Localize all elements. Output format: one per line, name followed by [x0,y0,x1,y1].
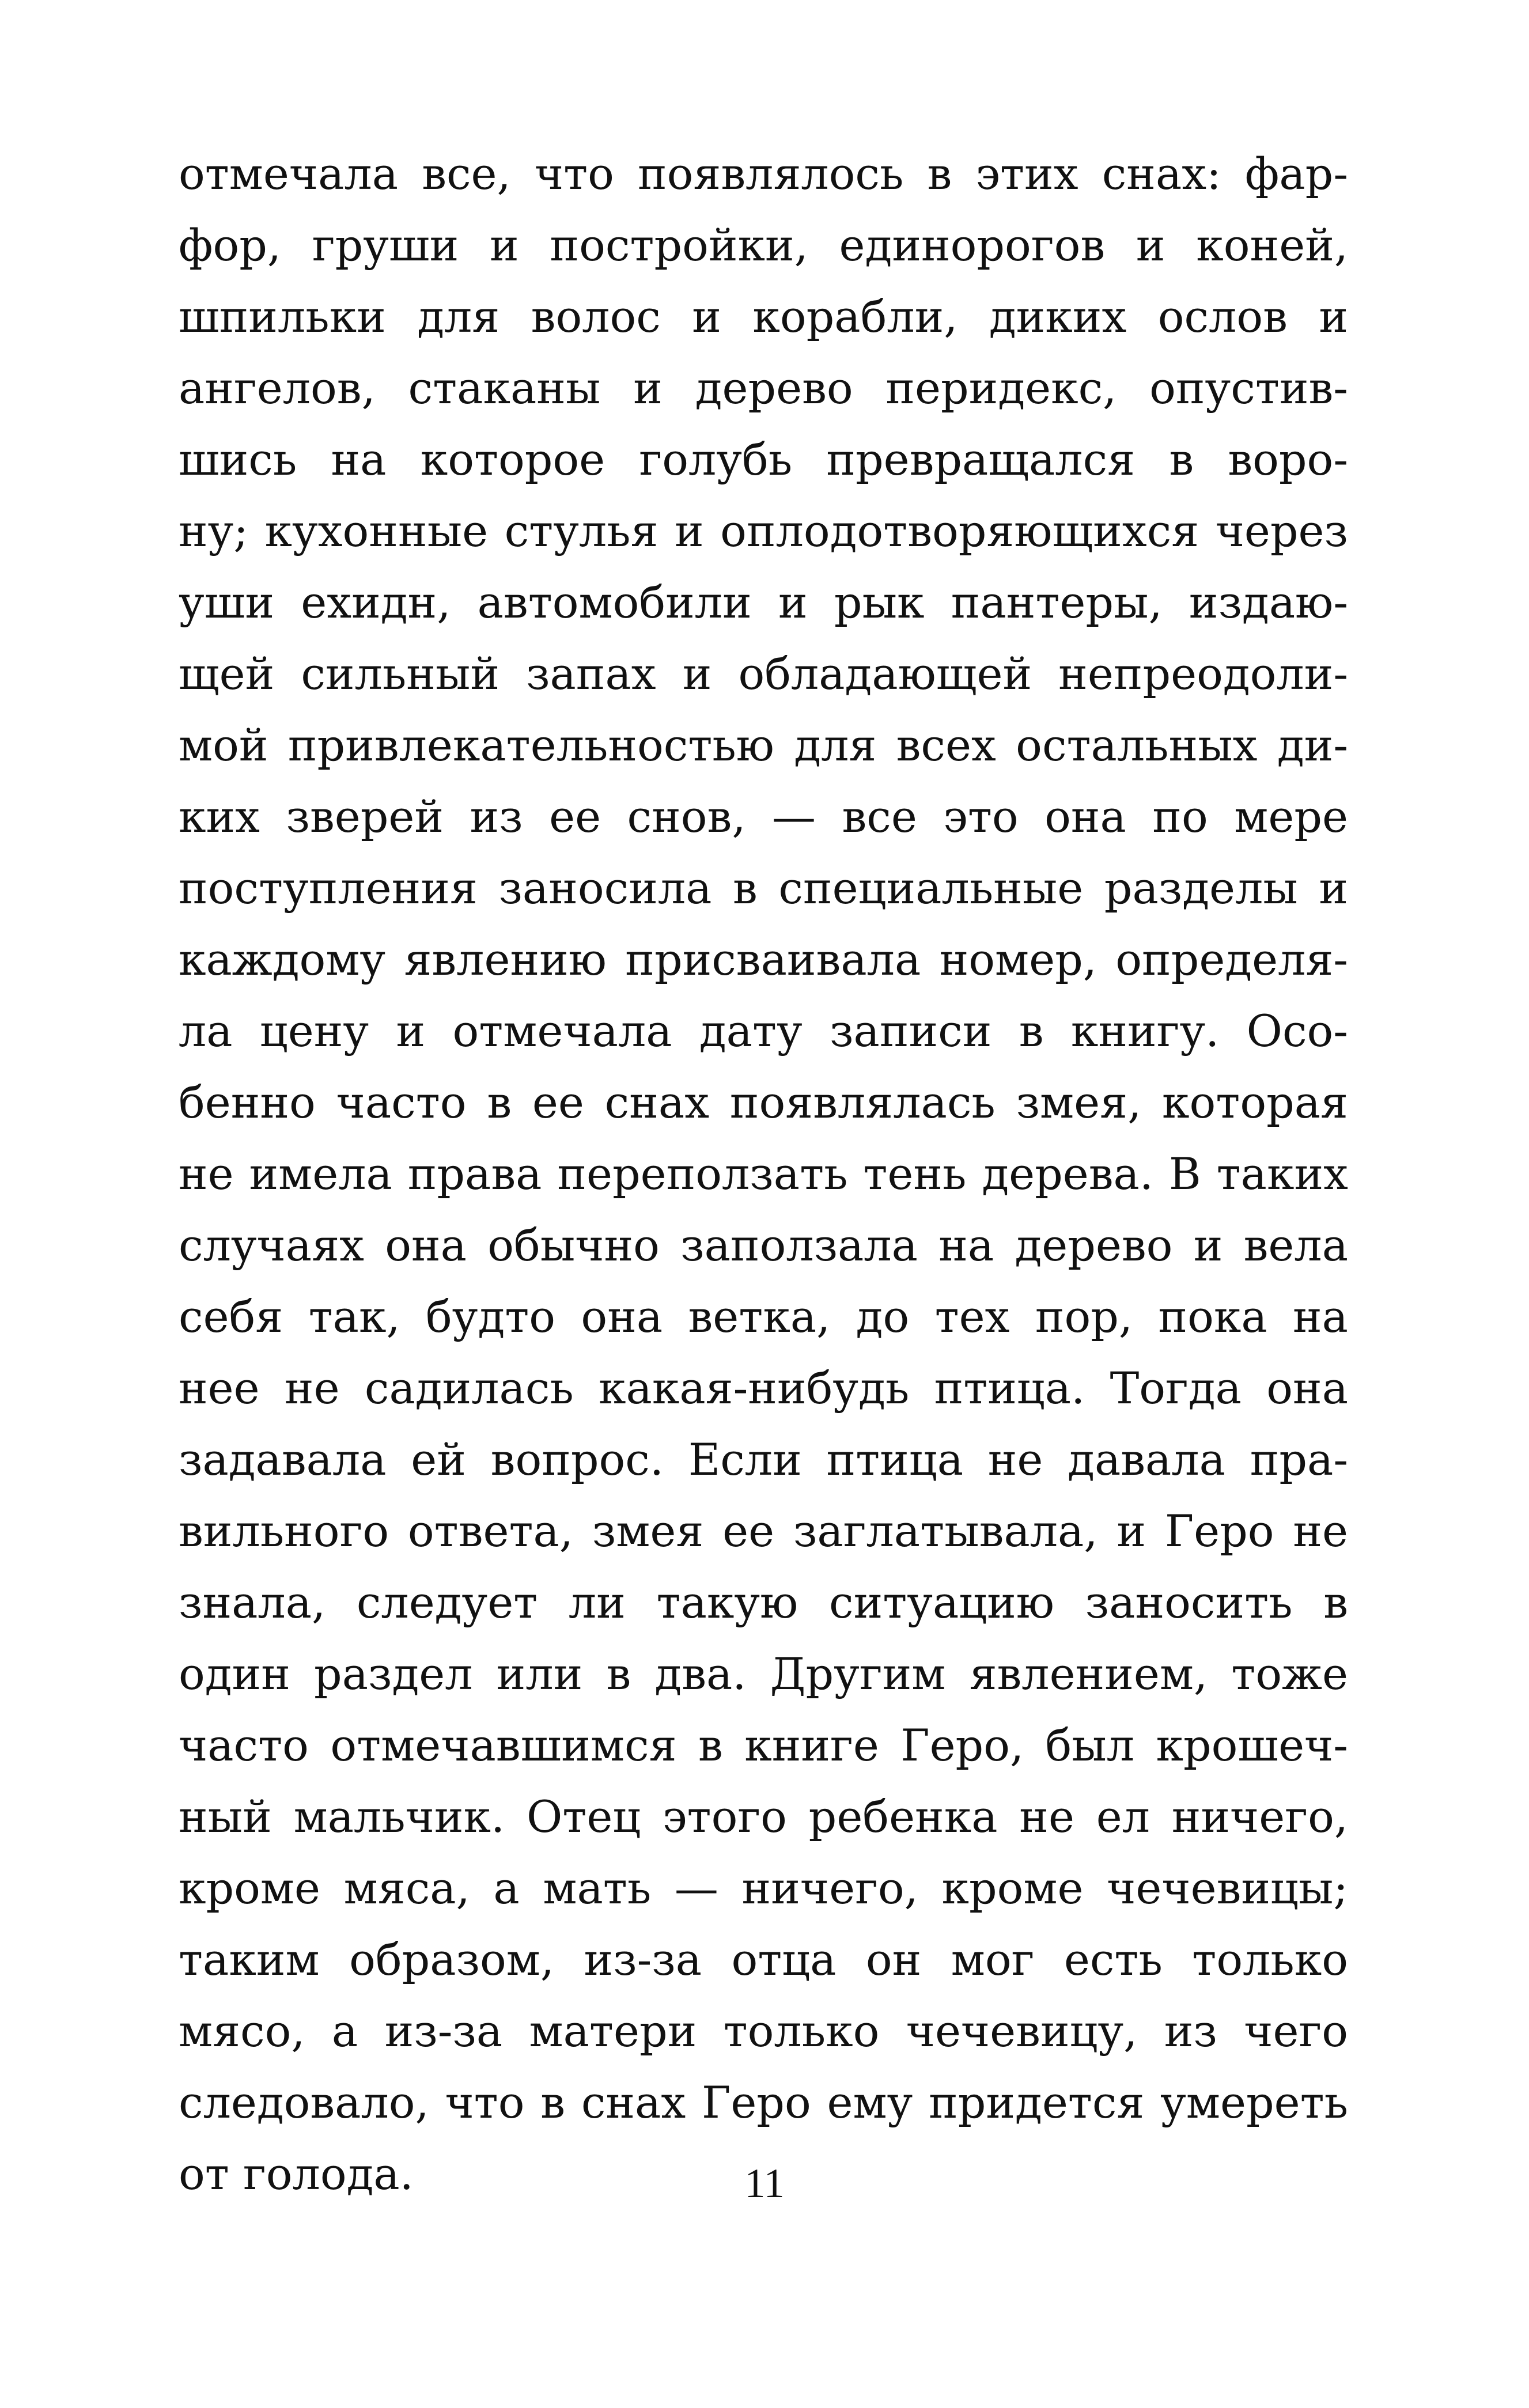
text-line: щей сильный запах и обладающей непреодоли- [179,648,1348,699]
text-line: ный мальчик. Отец этого ребенка не ел ничего, [179,1791,1348,1842]
text-line: не имела права переползать тень дерева. В таких [179,1148,1348,1199]
text-line: себя так, будто она ветка, до тех пор, пока на [179,1291,1348,1342]
text-line: задавала ей вопрос. Если птица не давала пра- [179,1434,1348,1485]
body-text [179,138,1348,2210]
text-line: кроме мяса, а мать — ничего, кроме чечевицы; [179,1862,1348,1914]
text-line: мясо, а из-за матери только чечевицу, из чего [179,2005,1348,2057]
text-line: ла цену и отмечала дату записи в книгу. Осо- [179,1005,1348,1057]
text-line: нее не садилась какая-нибудь птица. Тогда она [179,1362,1348,1414]
text-line: от голода. [179,2148,414,2199]
text-line: случаях она обычно заползала на дерево и вела [179,1220,1348,1271]
text-line: знала, следует ли такую ситуацию заносить в [179,1577,1348,1628]
text-line: бенно часто в ее снах появлялась змея, которая [179,1077,1348,1128]
text-line: вильного ответа, змея ее заглатывала, и Геро не [179,1505,1348,1557]
text-line: шись на которое голубь превращался в воро- [179,434,1348,485]
text-line: уши ехидн, автомобили и рык пантеры, издаю- [179,577,1348,628]
text-line: поступления заносила в специальные разделы и [179,862,1348,914]
text-line: ну; кухонные стулья и оплодотворяющихся через [179,505,1348,556]
text-line: каждому явлению присваивала номер, определя- [179,934,1348,985]
text-line: ких зверей из ее снов, — все это она по мере [179,791,1348,842]
text-line: фор, груши и постройки, единорогов и коней, [179,219,1348,271]
text-line: мой привлекательностью для всех остальных ди- [179,720,1348,771]
page-number: 11 [744,2160,785,2206]
text-line: часто отмечавшимся в книге Геро, был крошеч- [179,1720,1348,1771]
text-line: шпильки для волос и корабли, диких ослов и [179,291,1348,342]
text-line: таким образом, из-за отца он мог есть только [179,1934,1348,1985]
text-line: отмечала все, что появлялось в этих снах: фар- [179,148,1348,199]
text-line: ангелов, стаканы и дерево перидекс, опустив- [179,362,1348,414]
text-line: один раздел или в два. Другим явлением, тоже [179,1648,1348,1699]
text-line: следовало, что в снах Геро ему придется умереть [179,2077,1348,2128]
